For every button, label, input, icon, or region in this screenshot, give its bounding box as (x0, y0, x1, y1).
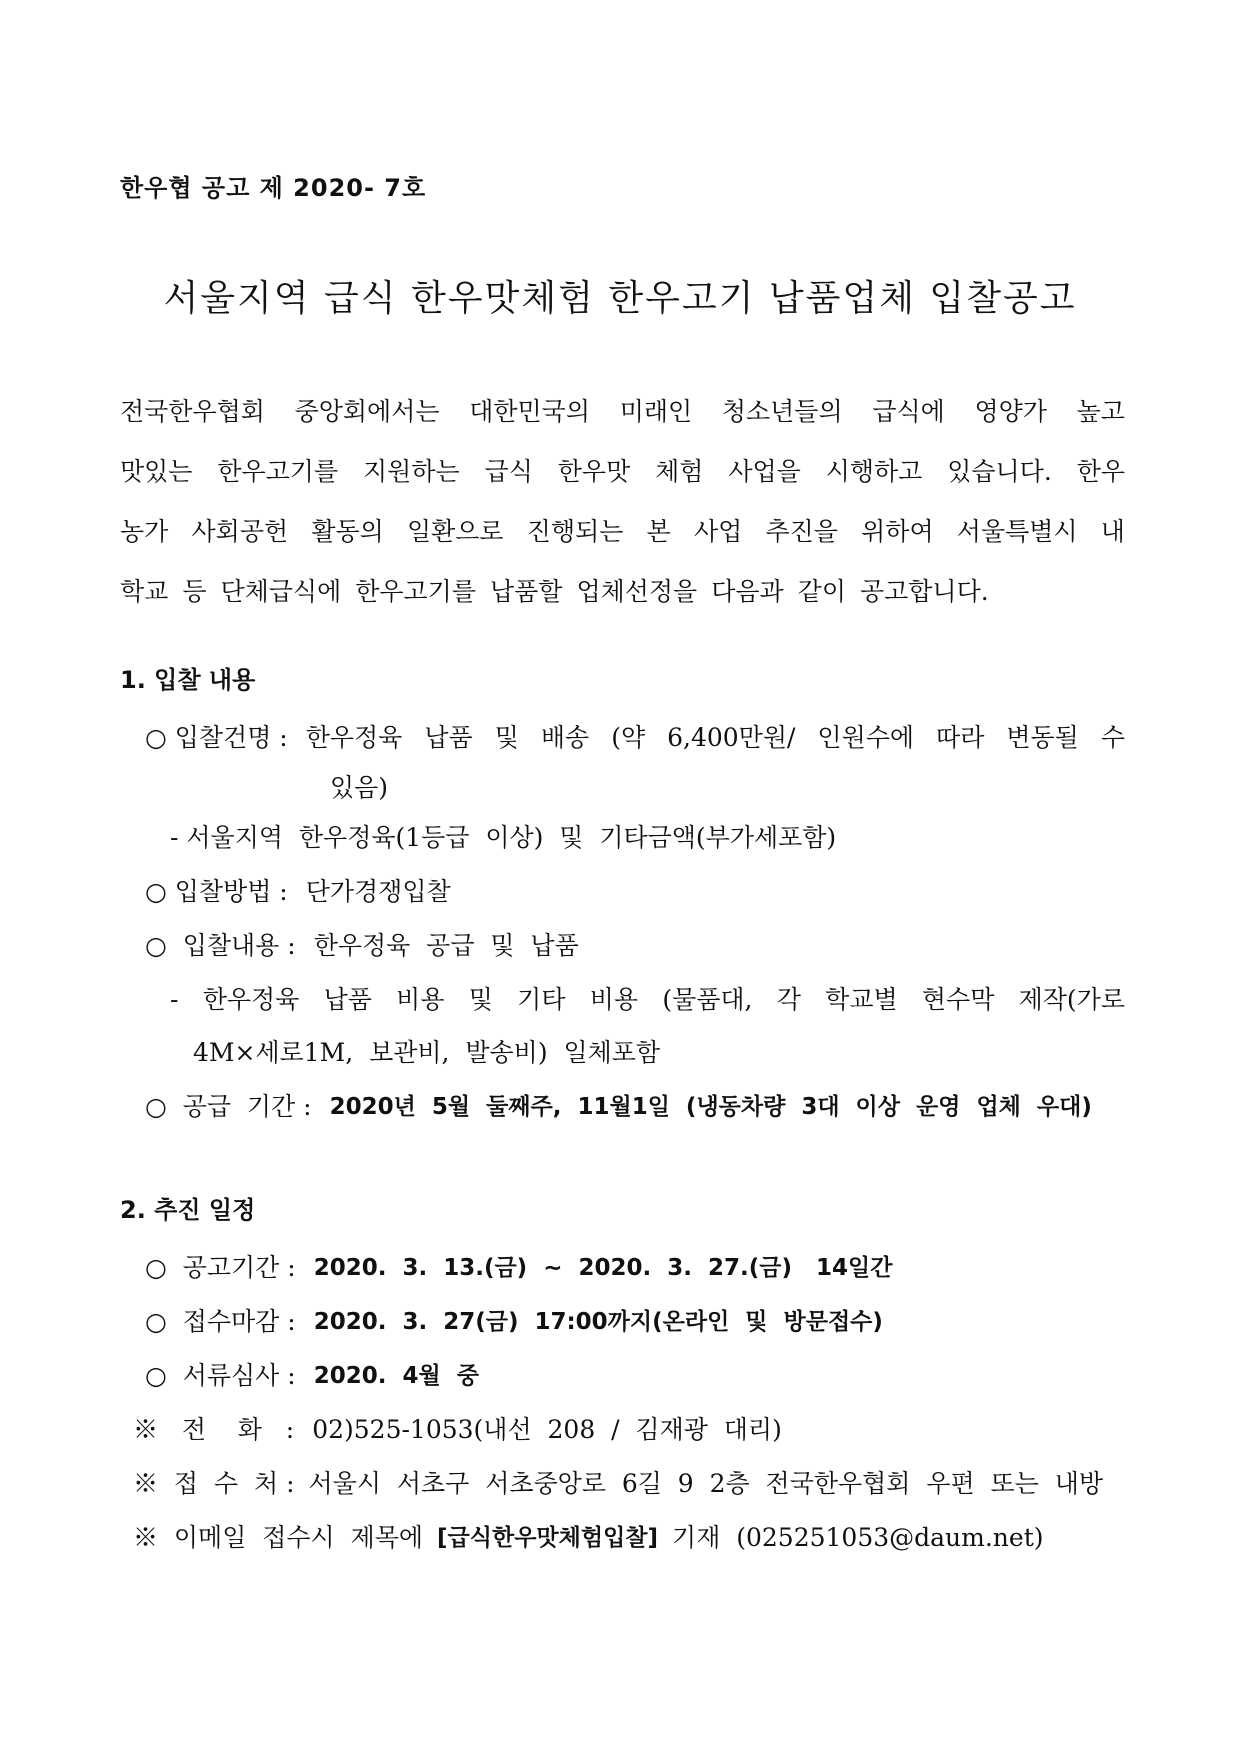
deadline-value: 2020. 3. 27(금) 17:00까지(온라인 및 방문접수) (313, 1309, 883, 1335)
word: 학교별 (825, 985, 898, 1014)
document-review-label: ○ 서류심사 : (145, 1361, 296, 1390)
word: 농가 (120, 517, 169, 546)
word: 미래인 (619, 397, 693, 426)
notice-period-label: ○ 공고기간 : (145, 1253, 296, 1282)
word: 같이 (797, 577, 846, 606)
word: 체험 (655, 457, 704, 486)
bid-name-continuation: 있음) (330, 773, 389, 802)
word: 사회공헌 (191, 517, 289, 546)
intro-line-1 (120, 392, 1125, 452)
word: 진행되는 (526, 517, 624, 546)
email-prefix: ※ 이메일 접수시 제목에 (133, 1523, 424, 1552)
intro-line-2 (120, 452, 1125, 512)
word: 공고합니다. (859, 577, 989, 606)
deadline-label: ○ 접수마감 : (145, 1307, 296, 1336)
bid-method-row (145, 872, 451, 912)
supply-period-label: ○ 공급 기간 : (145, 1092, 312, 1121)
word: 한우고기를 (355, 577, 476, 606)
word: 서울특별시 (956, 517, 1078, 546)
word: 각 (776, 985, 801, 1014)
word: 내 (1100, 517, 1125, 546)
word: 업체선정을 (576, 577, 698, 606)
supply-period-row (145, 1087, 1092, 1127)
word: 및 (494, 723, 519, 752)
word: 사업 (693, 517, 743, 546)
word: 납품할 (490, 577, 563, 606)
email-note-row (133, 1518, 1044, 1558)
word: 높고 (1076, 397, 1125, 426)
word: 수 (1100, 723, 1125, 752)
word: 본 (646, 517, 671, 546)
word: 납품 (323, 985, 372, 1014)
intro-line-3 (120, 512, 1125, 572)
word: 청소년들의 (721, 397, 843, 426)
deadline-row (145, 1302, 883, 1342)
address-value: 서울시 서초구 서초중앙로 6길 9 2층 전국한우협회 우편 또는 내방 (308, 1469, 1104, 1498)
word: 대한민국의 (469, 397, 590, 426)
word: 인원수에 (817, 723, 915, 752)
word: 영양가 (974, 397, 1047, 426)
word: 일환으로 (406, 517, 504, 546)
word: 따라 (936, 723, 985, 752)
bid-content-label: ○ 입찰내용 : (145, 931, 296, 960)
word: 등 (182, 577, 207, 606)
bid-content-continuation: 4M×세로1M, 보관비, 발송비) 일체포함 (193, 1038, 661, 1067)
section-2-heading: 2. 추진 일정 (120, 1196, 256, 1224)
word: 시행하고 (825, 457, 923, 486)
email-suffix: 기재 (025251053@daum.net) (672, 1523, 1044, 1552)
bid-name-row (145, 718, 1125, 758)
word: - (170, 985, 179, 1014)
word: 위하여 (861, 517, 934, 546)
word: (물품대, (662, 985, 753, 1014)
word: 제작(가로 (1018, 985, 1125, 1014)
bid-method-label: ○ 입찰방법 : (145, 877, 288, 906)
word: 다음과 (711, 577, 784, 606)
bid-method-value: 단가경쟁입찰 (305, 877, 451, 906)
notice-number: 한우협 공고 제 2020- 7호 (120, 174, 427, 202)
intro-line-4 (120, 572, 1125, 632)
word: 비용 (396, 985, 445, 1014)
notice-period-value: 2020. 3. 13.(금) ~ 2020. 3. 27.(금) 14일간 (313, 1255, 893, 1281)
word: 한우맛 (557, 457, 631, 486)
word: 비용 (589, 985, 639, 1014)
word: 납품 (424, 723, 473, 752)
section-1-heading: 1. 입찰 내용 (120, 666, 256, 694)
word: 6,400만원/ (667, 723, 796, 752)
bid-content-subitem (170, 980, 1125, 1020)
phone-label: ※ 전 화 : (133, 1415, 295, 1444)
bid-name-value (306, 718, 1125, 758)
document-title: 서울지역 급식 한우맛체험 한우고기 납품업체 입찰공고 (163, 278, 1077, 319)
word: 변동될 (1006, 723, 1079, 752)
word: 중앙회에서는 (294, 397, 440, 426)
supply-period-value: 2020년 5월 둘째주, 11월1일 (냉동차량 3대 이상 운영 업체 우대) (329, 1094, 1092, 1120)
word: 및 (468, 985, 493, 1014)
word: 맛있는 (120, 457, 193, 486)
word: 현수막 (921, 985, 995, 1014)
word: (약 (611, 723, 646, 752)
word: 배송 (540, 723, 590, 752)
bid-name-label: ○ 입찰건명 : (145, 723, 288, 752)
word: 전국한우협회 (120, 397, 265, 426)
phone-note-row (133, 1410, 782, 1450)
phone-value: 02)525-1053(내선 208 / 김재광 대리) (312, 1415, 782, 1444)
bid-content-row (145, 926, 579, 966)
word: 활동의 (311, 517, 384, 546)
word: 한우정육 (202, 985, 300, 1014)
bid-content-value: 한우정육 공급 및 납품 (313, 931, 579, 960)
document-review-value: 2020. 4월 중 (313, 1363, 479, 1389)
email-subject: [급식한우맛체험입찰] (437, 1525, 659, 1551)
word: 지원하는 (363, 457, 460, 486)
word: 있습니다. (947, 457, 1052, 486)
word: 급식에 (872, 397, 945, 426)
word: 사업을 (728, 457, 801, 486)
word: 단체급식에 (220, 577, 342, 606)
word: 한우고기를 (217, 457, 339, 486)
word: 한우 (1076, 457, 1125, 486)
bid-name-subitem: - 서울지역 한우정육(1등급 이상) 및 기타금액(부가세포함) (170, 823, 837, 852)
word: 급식 (484, 457, 533, 486)
address-label: ※ 접 수 처 : (133, 1469, 295, 1498)
notice-period-row (145, 1248, 892, 1288)
address-note-row (133, 1464, 1103, 1504)
word: 한우정육 (305, 723, 403, 752)
word: 기타 (517, 985, 566, 1014)
word: 학교 (120, 577, 169, 606)
intro-paragraph (120, 392, 1125, 632)
document-review-row (145, 1356, 479, 1396)
word: 추진을 (765, 517, 838, 546)
